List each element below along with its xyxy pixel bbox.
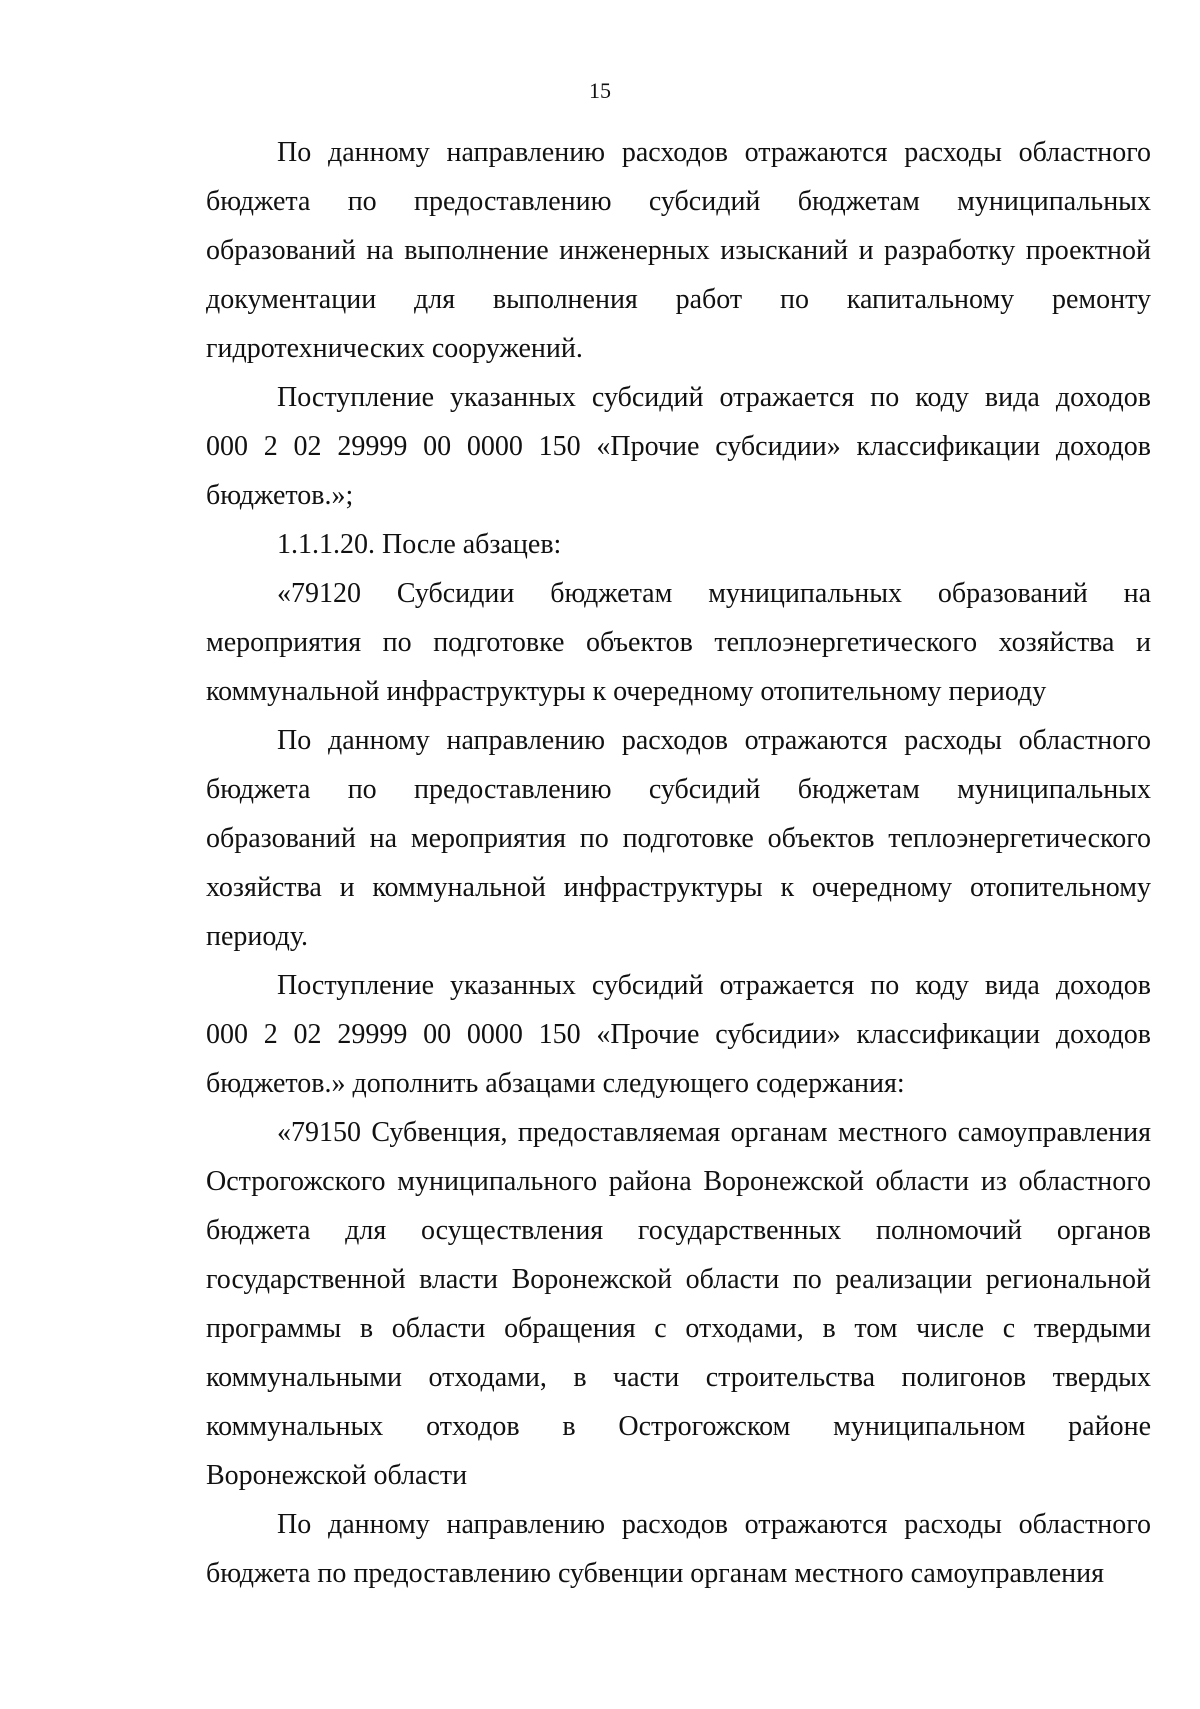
text-line: «79150 Субвенция, предоставляемая органам местного самоуправления [277,1117,1151,1148]
text-line: программы в области обращения с отходами, в том числе с твердыми [206,1313,1151,1344]
text-line: Поступление указанных субсидий отражается по коду вида доходов [277,382,1151,413]
text-line: коммунальными отходами, в части строительства полигонов твердых [206,1362,1151,1393]
text-line: Воронежской области [206,1460,468,1491]
text-line: мероприятия по подготовке объектов теплоэнергетического хозяйства и [206,627,1151,658]
text-line: Острогожского муниципального района Воронежской области из областного [206,1166,1151,1197]
paragraph [206,128,1151,373]
text-line: бюджета по предоставлению субсидий бюджетам муниципальных [206,186,1151,217]
text-line: периоду. [206,921,309,952]
paragraph [206,1500,1151,1598]
text-line: коммунальных отходов в Острогожском муниципальном районе [206,1411,1151,1442]
text-line: По данному направлению расходов отражаются расходы областного [277,137,1151,168]
text-line: образований на мероприятия по подготовке объектов теплоэнергетического [206,823,1151,854]
text-line: документации для выполнения работ по капитальному ремонту [206,284,1151,315]
text-line: бюджета для осуществления государственных полномочий органов [206,1215,1151,1246]
text-line: Поступление указанных субсидий отражается по коду вида доходов [277,970,1151,1001]
page-number: 15 [589,78,611,103]
text-line: «79120 Субсидии бюджетам муниципальных образований на [277,578,1151,609]
document-body [206,128,1151,1598]
text-line: бюджета по предоставлению субвенции органам местного самоуправления [206,1558,1104,1589]
text-line: По данному направлению расходов отражаются расходы областного [277,725,1151,756]
paragraph [206,961,1151,1108]
text-line: 1.1.1.20. После абзацев: [277,529,562,560]
text-line: хозяйства и коммунальной инфраструктуры к очередному отопительному [206,872,1151,903]
paragraph [206,520,1151,569]
paragraph [206,373,1151,520]
text-line: государственной власти Воронежской области по реализации региональной [206,1264,1151,1295]
text-line: По данному направлению расходов отражаются расходы областного [277,1509,1151,1540]
text-line: коммунальной инфраструктуры к очередному отопительному периоду [206,676,1047,707]
text-line: бюджетов.» дополнить абзацами следующего содержания: [206,1068,905,1099]
text-line: 000 2 02 29999 00 0000 150 «Прочие субсидии» классификации доходов [206,431,1151,462]
text-line: образований на выполнение инженерных изысканий и разработку проектной [206,235,1151,266]
text-line: бюджета по предоставлению субсидий бюджетам муниципальных [206,774,1151,805]
paragraph [206,716,1151,961]
paragraph [206,569,1151,716]
text-line: 000 2 02 29999 00 0000 150 «Прочие субсидии» классификации доходов [206,1019,1151,1050]
text-line: гидротехнических сооружений. [206,333,583,364]
text-line: бюджетов.»; [206,480,354,511]
paragraph [206,1108,1151,1500]
